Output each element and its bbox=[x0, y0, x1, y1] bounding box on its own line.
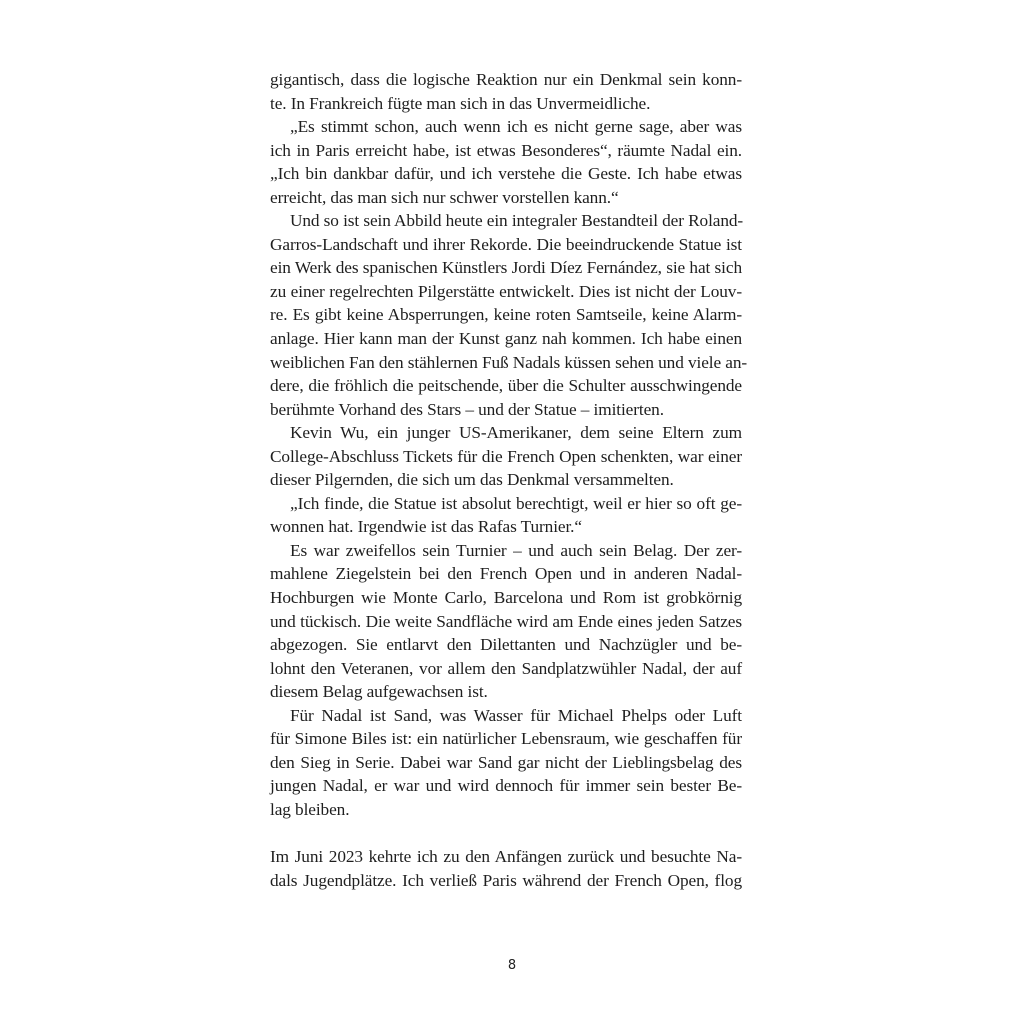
text-line: ein Werk des spanischen Künstlers Jordi Díez Fernández, sie hat sich bbox=[270, 258, 742, 278]
section-gap bbox=[270, 822, 742, 846]
text-line: lag bleiben. bbox=[270, 799, 350, 819]
text-line: Kevin Wu, ein junger US-Amerikaner, dem seine Eltern zum bbox=[290, 423, 742, 443]
text-line: dals Jugendplätze. Ich verließ Paris während der French Open, flog bbox=[270, 870, 742, 890]
text-line: wonnen hat. Irgendwie ist das Rafas Turnier.“ bbox=[270, 517, 582, 537]
text-line: abgezogen. Sie entlarvt den Dilettanten und Nachzügler und be- bbox=[270, 635, 742, 655]
page-text bbox=[270, 68, 748, 892]
text-line: lohnt den Veteranen, vor allem den Sandplatzwühler Nadal, der auf bbox=[270, 658, 742, 678]
paragraph bbox=[270, 115, 742, 209]
text-line: für Simone Biles ist: ein natürlicher Lebensraum, wie geschaffen für bbox=[270, 729, 742, 749]
text-line: Hochburgen wie Monte Carlo, Barcelona und Rom ist grobkörnig bbox=[270, 588, 742, 608]
paragraph bbox=[270, 421, 742, 492]
text-line: dieser Pilgernden, die sich um das Denkmal versammelten. bbox=[270, 470, 674, 490]
paragraph bbox=[270, 539, 742, 704]
text-line: mahlene Ziegelstein bei den French Open und in anderen Nadal- bbox=[270, 564, 742, 584]
text-line: zu einer regelrechten Pilgerstätte entwickelt. Dies ist nicht der Louv- bbox=[270, 281, 742, 301]
text-line: weiblichen Fan den stählernen Fuß Nadals küssen sehen und viele an- bbox=[270, 352, 748, 372]
paragraph bbox=[270, 845, 742, 892]
paragraph bbox=[270, 68, 742, 115]
text-line: „Ich finde, die Statue ist absolut berechtigt, weil er hier so oft ge- bbox=[290, 493, 742, 513]
text-line: ich in Paris erreicht habe, ist etwas Besonderes“, räumte Nadal ein. bbox=[270, 140, 742, 160]
page-number: 8 bbox=[507, 958, 517, 973]
text-line: „Es stimmt schon, auch wenn ich es nicht gerne sage, aber was bbox=[290, 117, 742, 137]
text-line: dere, die fröhlich die peitschende, über die Schulter ausschwingende bbox=[270, 376, 742, 396]
text-line: Es war zweifellos sein Turnier – und auch sein Belag. Der zer- bbox=[290, 540, 742, 560]
text-line: „Ich bin dankbar dafür, und ich verstehe die Geste. Ich habe etwas bbox=[270, 164, 742, 184]
text-line: Für Nadal ist Sand, was Wasser für Michael Phelps oder Luft bbox=[290, 705, 742, 725]
text-line: Und so ist sein Abbild heute ein integraler Bestandteil der Roland- bbox=[290, 211, 744, 231]
text-line: jungen Nadal, er war und wird dennoch für immer sein bester Be- bbox=[270, 776, 742, 796]
text-line: und tückisch. Die weite Sandfläche wird am Ende eines jeden Satzes bbox=[270, 611, 742, 631]
text-line: re. Es gibt keine Absperrungen, keine roten Samtseile, keine Alarm- bbox=[270, 305, 742, 325]
paragraph bbox=[270, 209, 748, 421]
text-line: den Sieg in Serie. Dabei war Sand gar nicht der Lieblingsbelag des bbox=[270, 752, 742, 772]
text-line: Im Juni 2023 kehrte ich zu den Anfängen zurück und besuchte Na- bbox=[270, 847, 742, 867]
text-line: College-Abschluss Tickets für die French Open schenkten, war einer bbox=[270, 446, 742, 466]
text-line: anlage. Hier kann man der Kunst ganz nah kommen. Ich habe einen bbox=[270, 329, 742, 349]
text-line: te. In Frankreich fügte man sich in das Unvermeidliche. bbox=[270, 93, 651, 113]
paragraph bbox=[270, 704, 742, 822]
text-line: berühmte Vorhand des Stars – und der Statue – imitierten. bbox=[270, 399, 664, 419]
text-line: diesem Belag aufgewachsen ist. bbox=[270, 682, 488, 702]
text-line: gigantisch, dass die logische Reaktion nur ein Denkmal sein konn- bbox=[270, 70, 742, 89]
text-line: erreicht, das man sich nur schwer vorstellen kann.“ bbox=[270, 187, 619, 207]
paragraph bbox=[270, 492, 742, 539]
text-line: Garros-Landschaft und ihrer Rekorde. Die beeindruckende Statue ist bbox=[270, 234, 742, 254]
